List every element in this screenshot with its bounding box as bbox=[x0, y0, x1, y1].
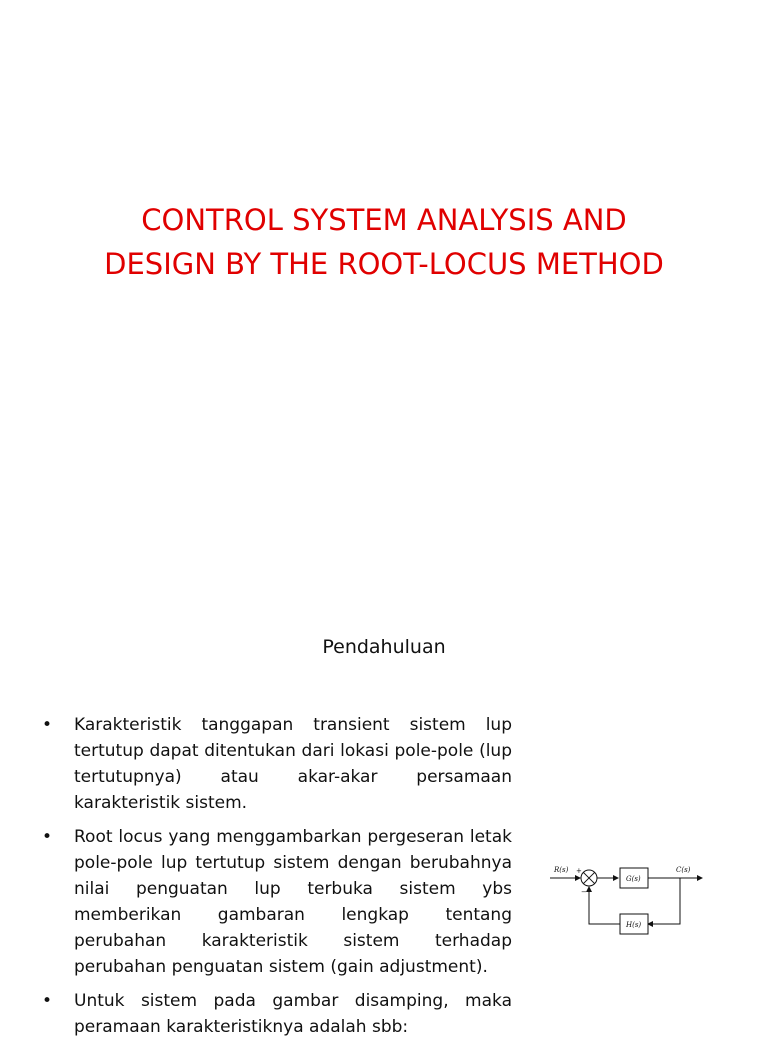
bullet-list bbox=[40, 712, 512, 1048]
bullet-item bbox=[40, 824, 512, 980]
forward-block-label: G(s) bbox=[626, 875, 641, 883]
slide-title-line-2: DESIGN BY THE ROOT-LOCUS METHOD bbox=[104, 247, 664, 281]
bullet-marker: • bbox=[42, 991, 53, 1011]
bullet-item bbox=[40, 988, 512, 1040]
bullet-text: Root locus yang menggambarkan pergeseran letak pole-pole lup tertutup sistem dengan berubahnya nilai penguatan lup terbuka sistem ybs memberikan gambaran lengkap tentang perubahan karakteristik sistem terhadap perubahan penguatan sistem (gain adjustment). bbox=[74, 827, 512, 977]
bullet-text: Karakteristik tanggapan transient sistem lup tertutup dapat ditentukan dari lokasi pole-pole (lup tertutupnya) atau akar-akar persamaan karakteristik sistem. bbox=[74, 715, 512, 813]
feedback-block-label: H(s) bbox=[626, 921, 642, 929]
plus-sign: + bbox=[576, 867, 582, 875]
minus-sign: − bbox=[581, 888, 587, 896]
feedback-block-diagram bbox=[546, 852, 710, 942]
feedback-path bbox=[648, 878, 680, 924]
output-label: C(s) bbox=[676, 866, 691, 874]
slide-title-line-1: CONTROL SYSTEM ANALYSIS AND bbox=[141, 203, 627, 237]
slide-title bbox=[40, 198, 728, 286]
bullet-text: Untuk sistem pada gambar disamping, maka peramaan karakteristiknya adalah sbb: bbox=[74, 991, 512, 1037]
input-label: R(s) bbox=[554, 866, 569, 874]
feedback-return-path bbox=[589, 888, 620, 924]
bullet-item bbox=[40, 712, 512, 816]
bullet-marker: • bbox=[42, 715, 53, 735]
section-heading: Pendahuluan bbox=[322, 636, 446, 658]
bullet-marker: • bbox=[42, 827, 53, 847]
